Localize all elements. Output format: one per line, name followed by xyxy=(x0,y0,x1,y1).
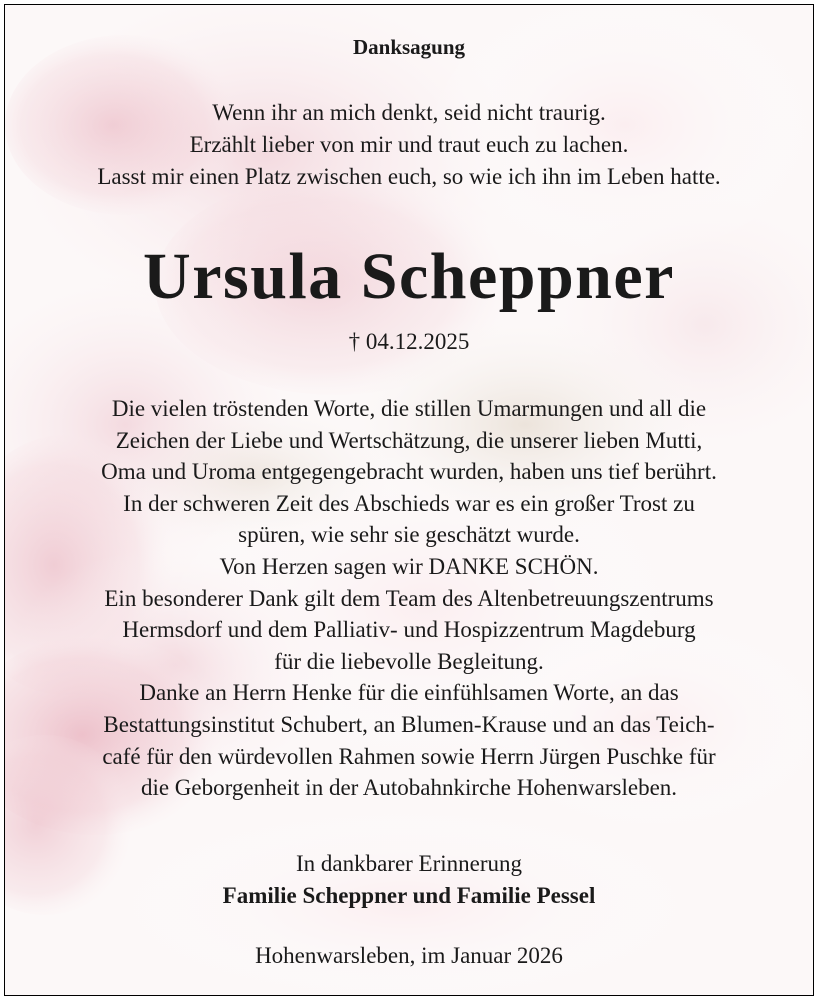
death-date: † 04.12.2025 xyxy=(348,329,470,354)
body-line: für die liebevolle Begleitung. xyxy=(274,648,544,674)
body-line: spüren, wie sehr sie geschätzt wurde. xyxy=(238,522,580,548)
place-date: Hohenwarsleben, im Januar 2026 xyxy=(255,943,563,968)
heading: Danksagung xyxy=(352,35,466,59)
verse-line: Wenn ihr an mich denkt, seid nicht traurig. xyxy=(212,100,606,125)
thanks-text xyxy=(5,393,813,804)
deceased-name: Ursula Scheppner xyxy=(143,240,675,313)
body-line: Bestattungsinstitut Schubert, an Blumen-Krause und an das Teich- xyxy=(103,711,715,737)
verse-line: Erzählt lieber von mir und traut euch zu lachen. xyxy=(189,132,629,157)
body-line: Die vielen tröstenden Worte, die stillen Umarmungen und all die xyxy=(111,396,707,421)
obituary-card xyxy=(4,4,814,996)
family-signature: Familie Scheppner und Familie Pessel xyxy=(222,883,596,908)
body-line: die Geborgenheit in der Autobahnkirche Hohenwarsleben. xyxy=(140,775,678,801)
body-line: Hermsdorf und dem Palliativ- und Hospizzentrum Magdeburg xyxy=(122,617,696,643)
body-line: Ein besonderer Dank gilt dem Team des Altenbetreuungszentrums xyxy=(104,585,714,611)
closing xyxy=(5,848,813,912)
body-line: Danke an Herrn Henke für die einfühlsamen Worte, an das xyxy=(139,680,679,706)
body-line: In der schweren Zeit des Abschieds war es ein großer Trost zu xyxy=(123,490,695,516)
remembrance-line: In dankbarer Erinnerung xyxy=(295,851,523,876)
body-line: Oma und Uroma entgegengebracht wurden, haben uns tief berührt. xyxy=(101,459,717,485)
body-line: café für den würdevollen Rahmen sowie Herrn Jürgen Puschke für xyxy=(102,743,716,769)
body-line: Von Herzen sagen wir DANKE SCHÖN. xyxy=(219,553,599,579)
verse-line: Lasst mir einen Platz zwischen euch, so wie ich ihn im Leben hatte. xyxy=(97,164,721,189)
body-line: Zeichen der Liebe und Wertschätzung, die unserer lieben Mutti, xyxy=(115,427,703,453)
verse xyxy=(5,97,813,193)
